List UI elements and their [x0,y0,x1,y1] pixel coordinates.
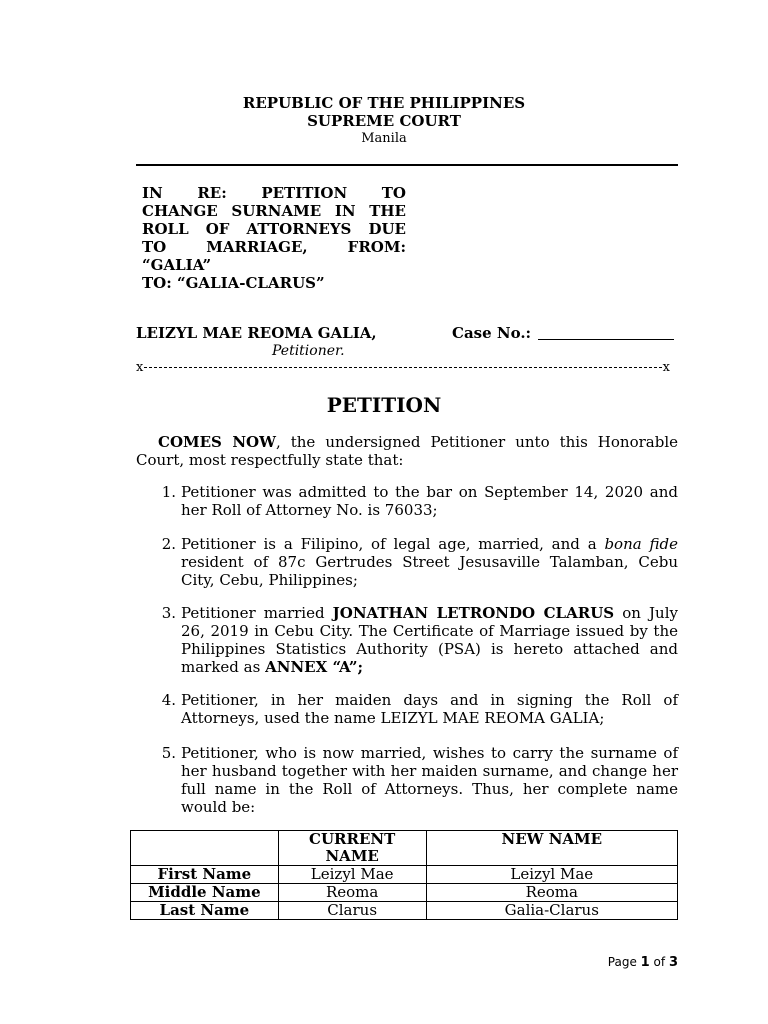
table-header-cell [131,831,279,866]
name-change-table [130,830,678,920]
item-number: 4. [161,691,176,709]
petitioner-name: LEIZYL MAE REOMA GALIA, [136,324,377,342]
header-court: SUPREME COURT [307,112,461,130]
item-text-bold: ANNEX “A”; [265,658,364,676]
document-title: PETITION [326,393,442,417]
page-label: Page [607,955,637,969]
intro-paragraph [136,433,678,469]
table-header-cell: NEW NAME [426,831,677,866]
petitioner-role: Petitioner. [272,343,345,359]
caption-line: IN RE: PETITION TO [142,184,406,202]
page-total: 3 [668,955,678,970]
item-text-part: Petitioner married [181,604,333,622]
table-cell: Leizyl Mae [426,866,677,884]
separator-dashes [144,367,661,368]
page-number [608,955,678,970]
item-text-italic: bona fide [604,535,678,553]
caption-line: TO MARRIAGE, FROM: [142,238,406,256]
case-number-label: Case No.: [452,324,532,342]
separator-left: x [136,360,144,375]
case-caption [142,184,406,292]
table-header-row [131,831,678,866]
item-number: 2. [161,535,176,553]
item-number: 1. [161,483,176,501]
item-number: 5. [161,744,176,762]
item-text-bold: JONATHAN LETRONDO CLARUS [332,604,615,622]
item-text-part: resident of 87c Gertrudes Street Jesusaville Talamban, Cebu City, Cebu, Philippines; [181,553,678,589]
caption-line: TO: “GALIA-CLARUS” [142,274,325,292]
page-of: of [653,955,666,969]
table-header-cell: CURRENT NAME [278,831,426,866]
item-text-part: Petitioner is a Filipino, of legal age, married, and a [181,535,605,553]
header-city: Manila [361,131,407,146]
item-text: Petitioner, in her maiden days and in signing the Roll of Attorneys, used the name LEIZYL MAE REOMA GALIA; [181,691,678,727]
item-text: Petitioner was admitted to the bar on September 14, 2020 and her Roll of Attorney No. is 76033; [181,483,678,519]
separator-right: x [662,360,670,375]
page-current: 1 [640,955,650,970]
table-cell: Galia-Clarus [426,902,677,920]
intro-bold: COMES NOW [158,433,276,451]
table-cell: Clarus [278,902,426,920]
table-row [131,866,678,884]
intro-text: , the undersigned Petitioner unto this Honorable Court, most respectfully state that: [136,433,678,469]
case-number-blank [538,325,674,340]
table-cell: Leizyl Mae [278,866,426,884]
caption-separator [136,360,670,375]
table-row-label: First Name [131,866,279,884]
table-cell: Reoma [278,884,426,902]
case-number [452,324,674,342]
caption-line: ROLL OF ATTORNEYS DUE [142,220,406,238]
item-text-part: on July 26, 2019 in Cebu City. The Certificate of Marriage issued by the Philippines Statistics Authority (PSA) is hereto attached and marked as [181,604,678,676]
table-row [131,884,678,902]
item-text [181,535,678,589]
caption-line: “GALIA” [142,256,212,274]
header-rule [136,164,678,166]
header-republic: REPUBLIC OF THE PHILIPPINES [242,94,526,112]
caption-line: CHANGE SURNAME IN THE [142,202,406,220]
table-row-label: Last Name [131,902,279,920]
item-text [181,604,678,676]
item-text: Petitioner, who is now married, wishes to carry the surname of her husband together with her maiden surname, and change her full name in the Roll of Attorneys. Thus, her complete name would be: [181,744,678,816]
item-number: 3. [161,604,176,622]
table-row-label: Middle Name [131,884,279,902]
table-cell: Reoma [426,884,677,902]
table-row [131,902,678,920]
